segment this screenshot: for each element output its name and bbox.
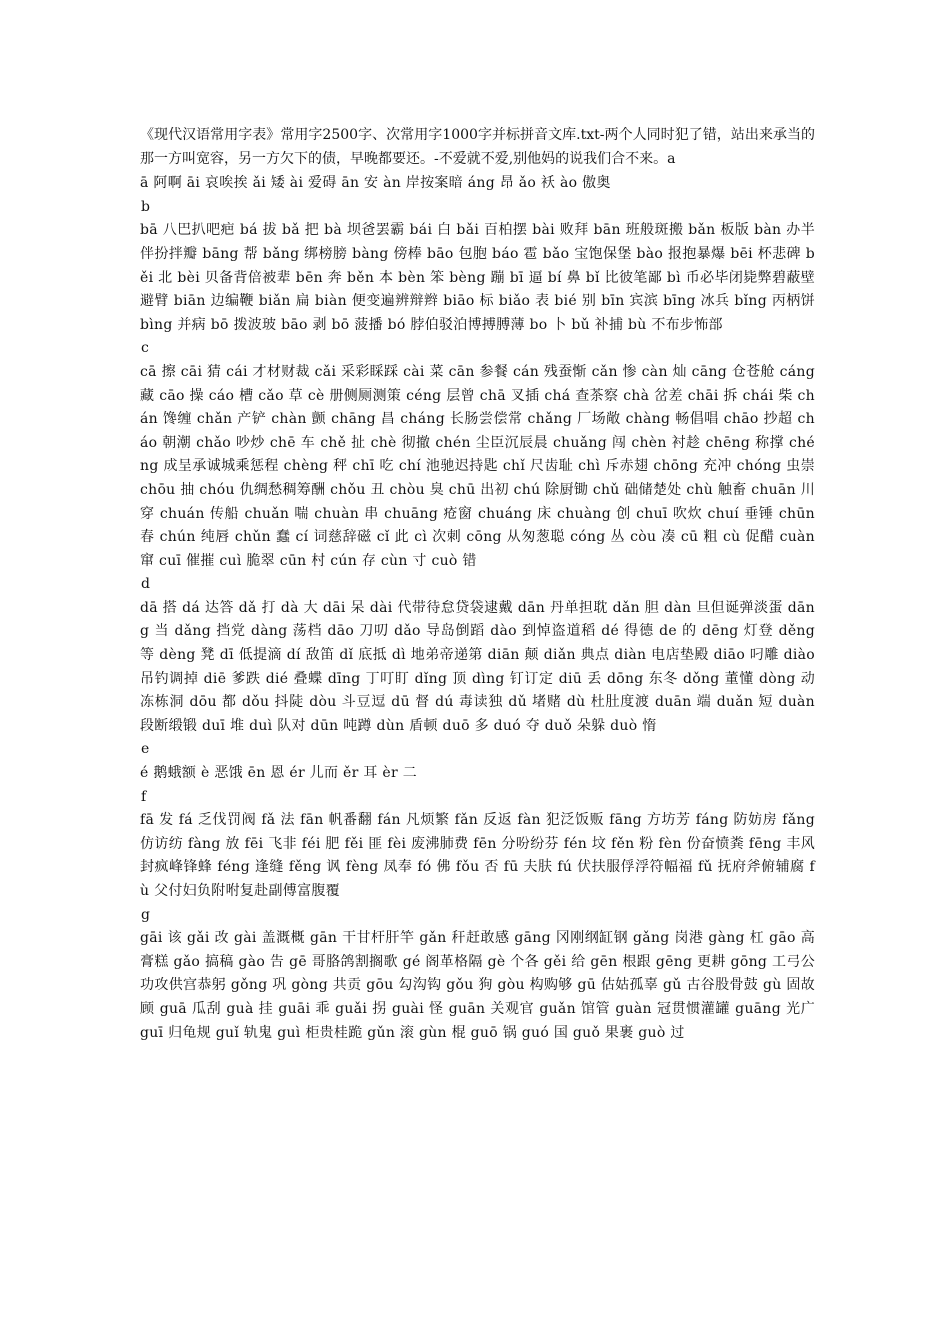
section-g-entries: gāi 该 gǎi 改 gài 盖溉概 gān 干甘杆肝竿 gǎn 秆赶敢感 gāng 冈刚纲缸钢 gǎng 岗港 gàng 杠 gāo 高膏糕 gǎo 搞稿 gào 告 gē 哥胳鸽割搁歌 gé 阁革格隔 gè 个各 gěi 给 gēn 根跟 gēng 更耕 gōng 工弓公功攻供宫恭躬 gǒng 巩 gòng 共贡 gōu 勾沟钩 gǒu 狗 gòu 构购够 gū 估姑孤辜 gǔ 古谷股骨鼓 gù 固故顾 guā 瓜刮 guà 挂 guāi 乖 guǎi 拐 guài 怪 guān 关观官 guǎn 馆管 guàn 冠贯惯灌罐 guāng 光广 guī 归龟规 guǐ 轨鬼 guì 柜贵桂跪 gǔn 滚 gùn 棍 guō 锅 guó 国 guǒ 果裹 guò 过 (140, 930, 815, 1041)
section-f-heading: f (141, 788, 147, 805)
section-f-entries: fā 发 fá 乏伐罚阀 fǎ 法 fān 帆番翻 fán 凡烦繁 fǎn 反返 fàn 犯泛饭贩 fāng 方坊芳 fáng 防妨房 fǎng 仿访纺 fàng 放 fēi 飞非 féi 肥 fěi 匪 fèi 废沸肺费 fēn 分吩纷芬 fén 坟 fěn 粉 fèn 份奋愤粪 fēng 丰风封疯峰锋蜂 féng 逢缝 fěng 讽 fèng 凤奉 fó 佛 fǒu 否 fū 夫肤 fú 伏扶服俘浮符幅福 fǔ 抚府斧俯辅腐 fù 父付妇负附咐复赴副傅富腹覆 (140, 812, 815, 899)
section-c-heading: c (141, 340, 149, 357)
section-c-entries: cā 擦 cāi 猜 cái 才材财裁 cǎi 采彩睬踩 cài 菜 cān 参餐 cán 残蚕惭 cǎn 惨 càn 灿 cāng 仓苍舱 cáng 藏 cāo 操 cáo 槽 cǎo 草 cè 册侧厕测策 céng 层曾 chā 叉插 chá 查茶察 chà 岔差 chāi 拆 chái 柴 chán 馋缠 chǎn 产铲 chàn 颤 chāng 昌 cháng 长肠尝偿常 chǎng 厂场敞 chàng 畅倡唱 chāo 抄超 cháo 朝潮 chǎo 吵炒 chē 车 chě 扯 chè 彻撤 chén 尘臣沉辰晨 chuǎng 闯 chèn 衬趁 chēng 称撑 chéng 成呈承诚城乘惩程 chèng 秤 chī 吃 chí 池驰迟持匙 chǐ 尺齿耻 chì 斥赤翅 chōng 充冲 chóng 虫崇 chōu 抽 chóu 仇绸愁稠筹酬 chǒu 丑 chòu 臭 chū 出初 chú 除厨锄 chǔ 础储楚处 chù 触畜 chuān 川穿 chuán 传船 chuǎn 喘 chuàn 串 chuāng 疮窗 chuáng 床 chuàng 创 chuī 吹炊 chuí 垂锤 chūn 春 chún 纯唇 chǔn 蠢 cí 词慈辞磁 cǐ 此 cì 次刺 cōng 从匆葱聪 cóng 丛 còu 凑 cū 粗 cù 促醋 cuàn 窜 cuī 催摧 cuì 脆翠 cūn 村 cún 存 cùn 寸 cuò 错 (140, 363, 815, 569)
document-page (140, 124, 815, 1045)
section-d-entries: dā 搭 dá 达答 dǎ 打 dà 大 dāi 呆 dài 代带待怠贷袋逮戴 dān 丹单担耽 dǎn 胆 dàn 旦但诞弹淡蛋 dāng 当 dǎng 挡党 dàng 荡档 dāo 刀叨 dǎo 导岛倒蹈 dào 到悼盗道稻 dé 得德 de 的 dēng 灯登 děng 等 dèng 凳 dī 低提滴 dí 敌笛 dǐ 底抵 dì 地弟帝递第 diān 颠 diǎn 典点 diàn 电店垫殿 diāo 叼雕 diào 吊钓调掉 diē 爹跌 dié 叠蝶 dīng 丁叮盯 dǐng 顶 dìng 钉订定 diū 丢 dōng 东冬 dǒng 董懂 dòng 动冻栋洞 dōu 都 dǒu 抖陡 dòu 斗豆逗 dū 督 dú 毒读独 dǔ 堵赌 dù 杜肚度渡 duān 端 duǎn 短 duàn 段断缎锻 duī 堆 duì 队对 dūn 吨蹲 dùn 盾顿 duō 多 duó 夺 duǒ 朵躲 duò 惰 (140, 599, 815, 734)
section-b-entries: bā 八巴扒吧疤 bá 拔 bǎ 把 bà 坝爸罢霸 bái 白 bǎi 百柏摆 bài 败拜 bān 班般斑搬 bǎn 板版 bàn 办半伴扮拌瓣 bāng 帮 bǎng 绑榜膀 bàng 傍棒 bāo 包胞 báo 雹 bǎo 宝饱保堡 bào 报抱暴爆 bēi 杯悲碑 běi 北 bèi 贝备背倍被辈 bēn 奔 běn 本 bèn 笨 bèng 蹦 bī 逼 bí 鼻 bǐ 比彼笔鄙 bì 币必毕闭毙弊碧蔽壁避臂 biān 边编鞭 biǎn 扁 biàn 便变遍辨辩辫 biāo 标 biǎo 表 bié 别 bīn 宾滨 bīng 冰兵 bǐng 丙柄饼 bìng 并病 bō 拨波玻 bāo 剥 bō 菠播 bó 脖伯驳泊博搏膊薄 bo 卜 bǔ 补捕 bù 不布步怖部 (140, 222, 815, 333)
document-intro: 《现代汉语常用字表》常用字2500字、次常用字1000字并标拼音文库.txt-两个人同时犯了错，站出来承当的那一方叫宽容，另一方欠下的债，早晚都要还。-不爱就不爱,别他妈的说我们合不来。a (140, 127, 815, 167)
section-e-entries: é 鹅蛾额 è 恶饿 ēn 恩 ér 儿而 ěr 耳 èr 二 (140, 765, 418, 782)
section-a-entries: ā 阿啊 āi 哀唉挨 ǎi 矮 ài 爱碍 ān 安 àn 岸按案暗 áng 昂 ǎo 袄 ào 傲奥 (140, 175, 611, 192)
section-e-heading: e (141, 741, 150, 758)
section-g-heading: g (141, 906, 150, 923)
section-d-heading: d (141, 576, 150, 593)
section-b-heading: b (141, 198, 150, 215)
